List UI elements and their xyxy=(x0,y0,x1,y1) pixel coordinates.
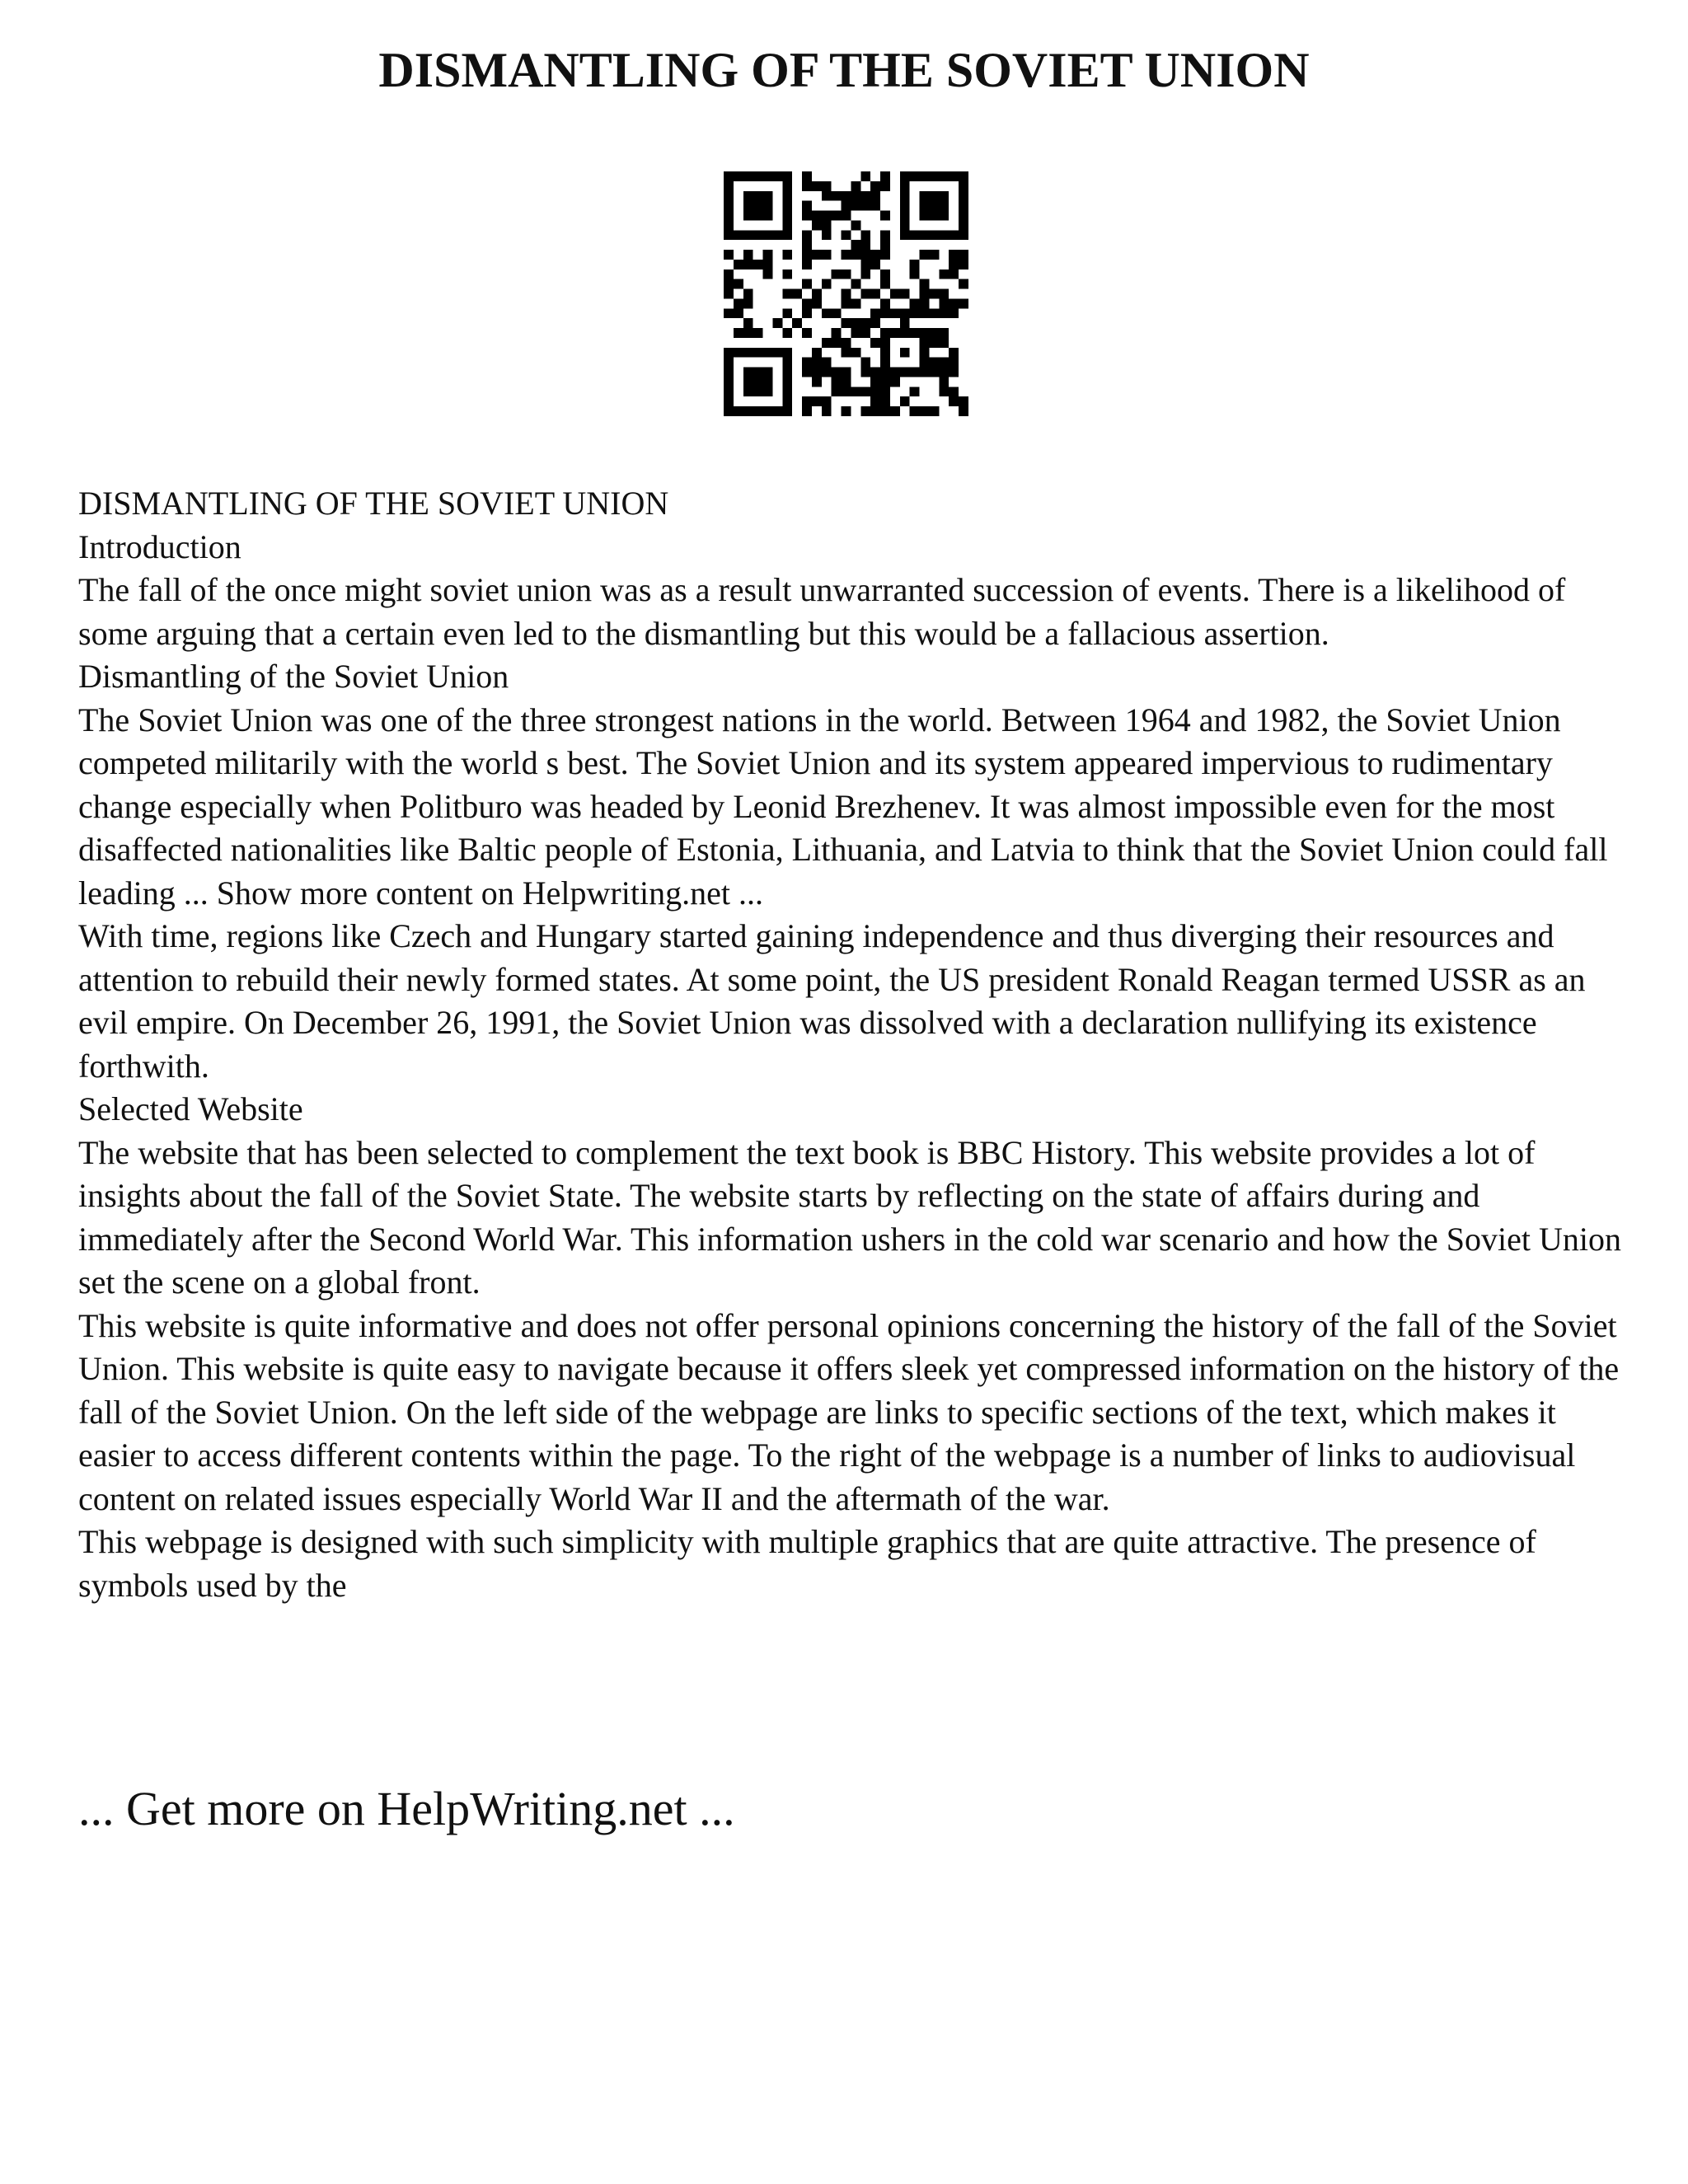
section-heading-dismantling: Dismantling of the Soviet Union xyxy=(78,658,509,695)
paragraph-independence: With time, regions like Czech and Hungary started gaining independence and thus diverging their resources and attention to rebuild their newly formed states. At some point, the US president Ronald Reagan termed USSR as an evil empire. On December 26, 1991, the Soviet Union was dissolved with a declaration nullifying its existence forthwith. xyxy=(78,917,1586,1085)
document-body xyxy=(78,482,1636,1607)
section-heading-selected-website: Selected Website xyxy=(78,1090,303,1127)
qr-code-icon[interactable] xyxy=(724,171,968,416)
paragraph-website-intro: The website that has been selected to complement the text book is BBC History. This website provides a lot of insights about the fall of the Soviet State. The website starts by reflecting on the state of affairs during and immediately after the Second World War. This information ushers in the cold war scenario and how the Soviet Union set the scene on a global front. xyxy=(78,1133,1622,1301)
paragraph-introduction: The fall of the once might soviet union was as a result unwarranted succession of events. There is a likelihood of some arguing that a certain even led to the dismantling but this would be a fallacious assertion. xyxy=(78,571,1566,652)
get-more-link[interactable]: ... Get more on HelpWriting.net ... xyxy=(78,1782,735,1835)
body-heading: DISMANTLING OF THE SOVIET UNION xyxy=(78,485,669,522)
page-title: DISMANTLING OF THE SOVIET UNION xyxy=(378,43,1310,97)
paragraph-dismantling: The Soviet Union was one of the three strongest nations in the world. Between 1964 and 1982, the Soviet Union competed militarily with the world s best. The Soviet Union and its system appeared impervious to rudimentary change especially when Politburo was headed by Leonid Brezhenev. It was almost impossible even for the most disaffected nationalities like Baltic people of Estonia, Lithuania, and Latvia to think that the Soviet Union could fall leading ... Show more content on Helpwriting.net ... xyxy=(78,701,1608,912)
section-heading-introduction: Introduction xyxy=(78,527,241,565)
paragraph-website-informative: This website is quite informative and does not offer personal opinions concerning the history of the fall of the Soviet Union. This website is quite easy to navigate because it offers sleek yet compressed information on the history of the fall of the Soviet Union. On the left side of the webpage are links to specific sections of the text, which makes it easier to access different contents within the page. To the right of the webpage is a number of links to audiovisual content on related issues especially World War II and the aftermath of the war. xyxy=(78,1306,1620,1517)
paragraph-website-design: This webpage is designed with such simplicity with multiple graphics that are quite attractive. The presence of symbols used by the xyxy=(78,1523,1536,1604)
qr-code-graphic xyxy=(724,171,968,416)
